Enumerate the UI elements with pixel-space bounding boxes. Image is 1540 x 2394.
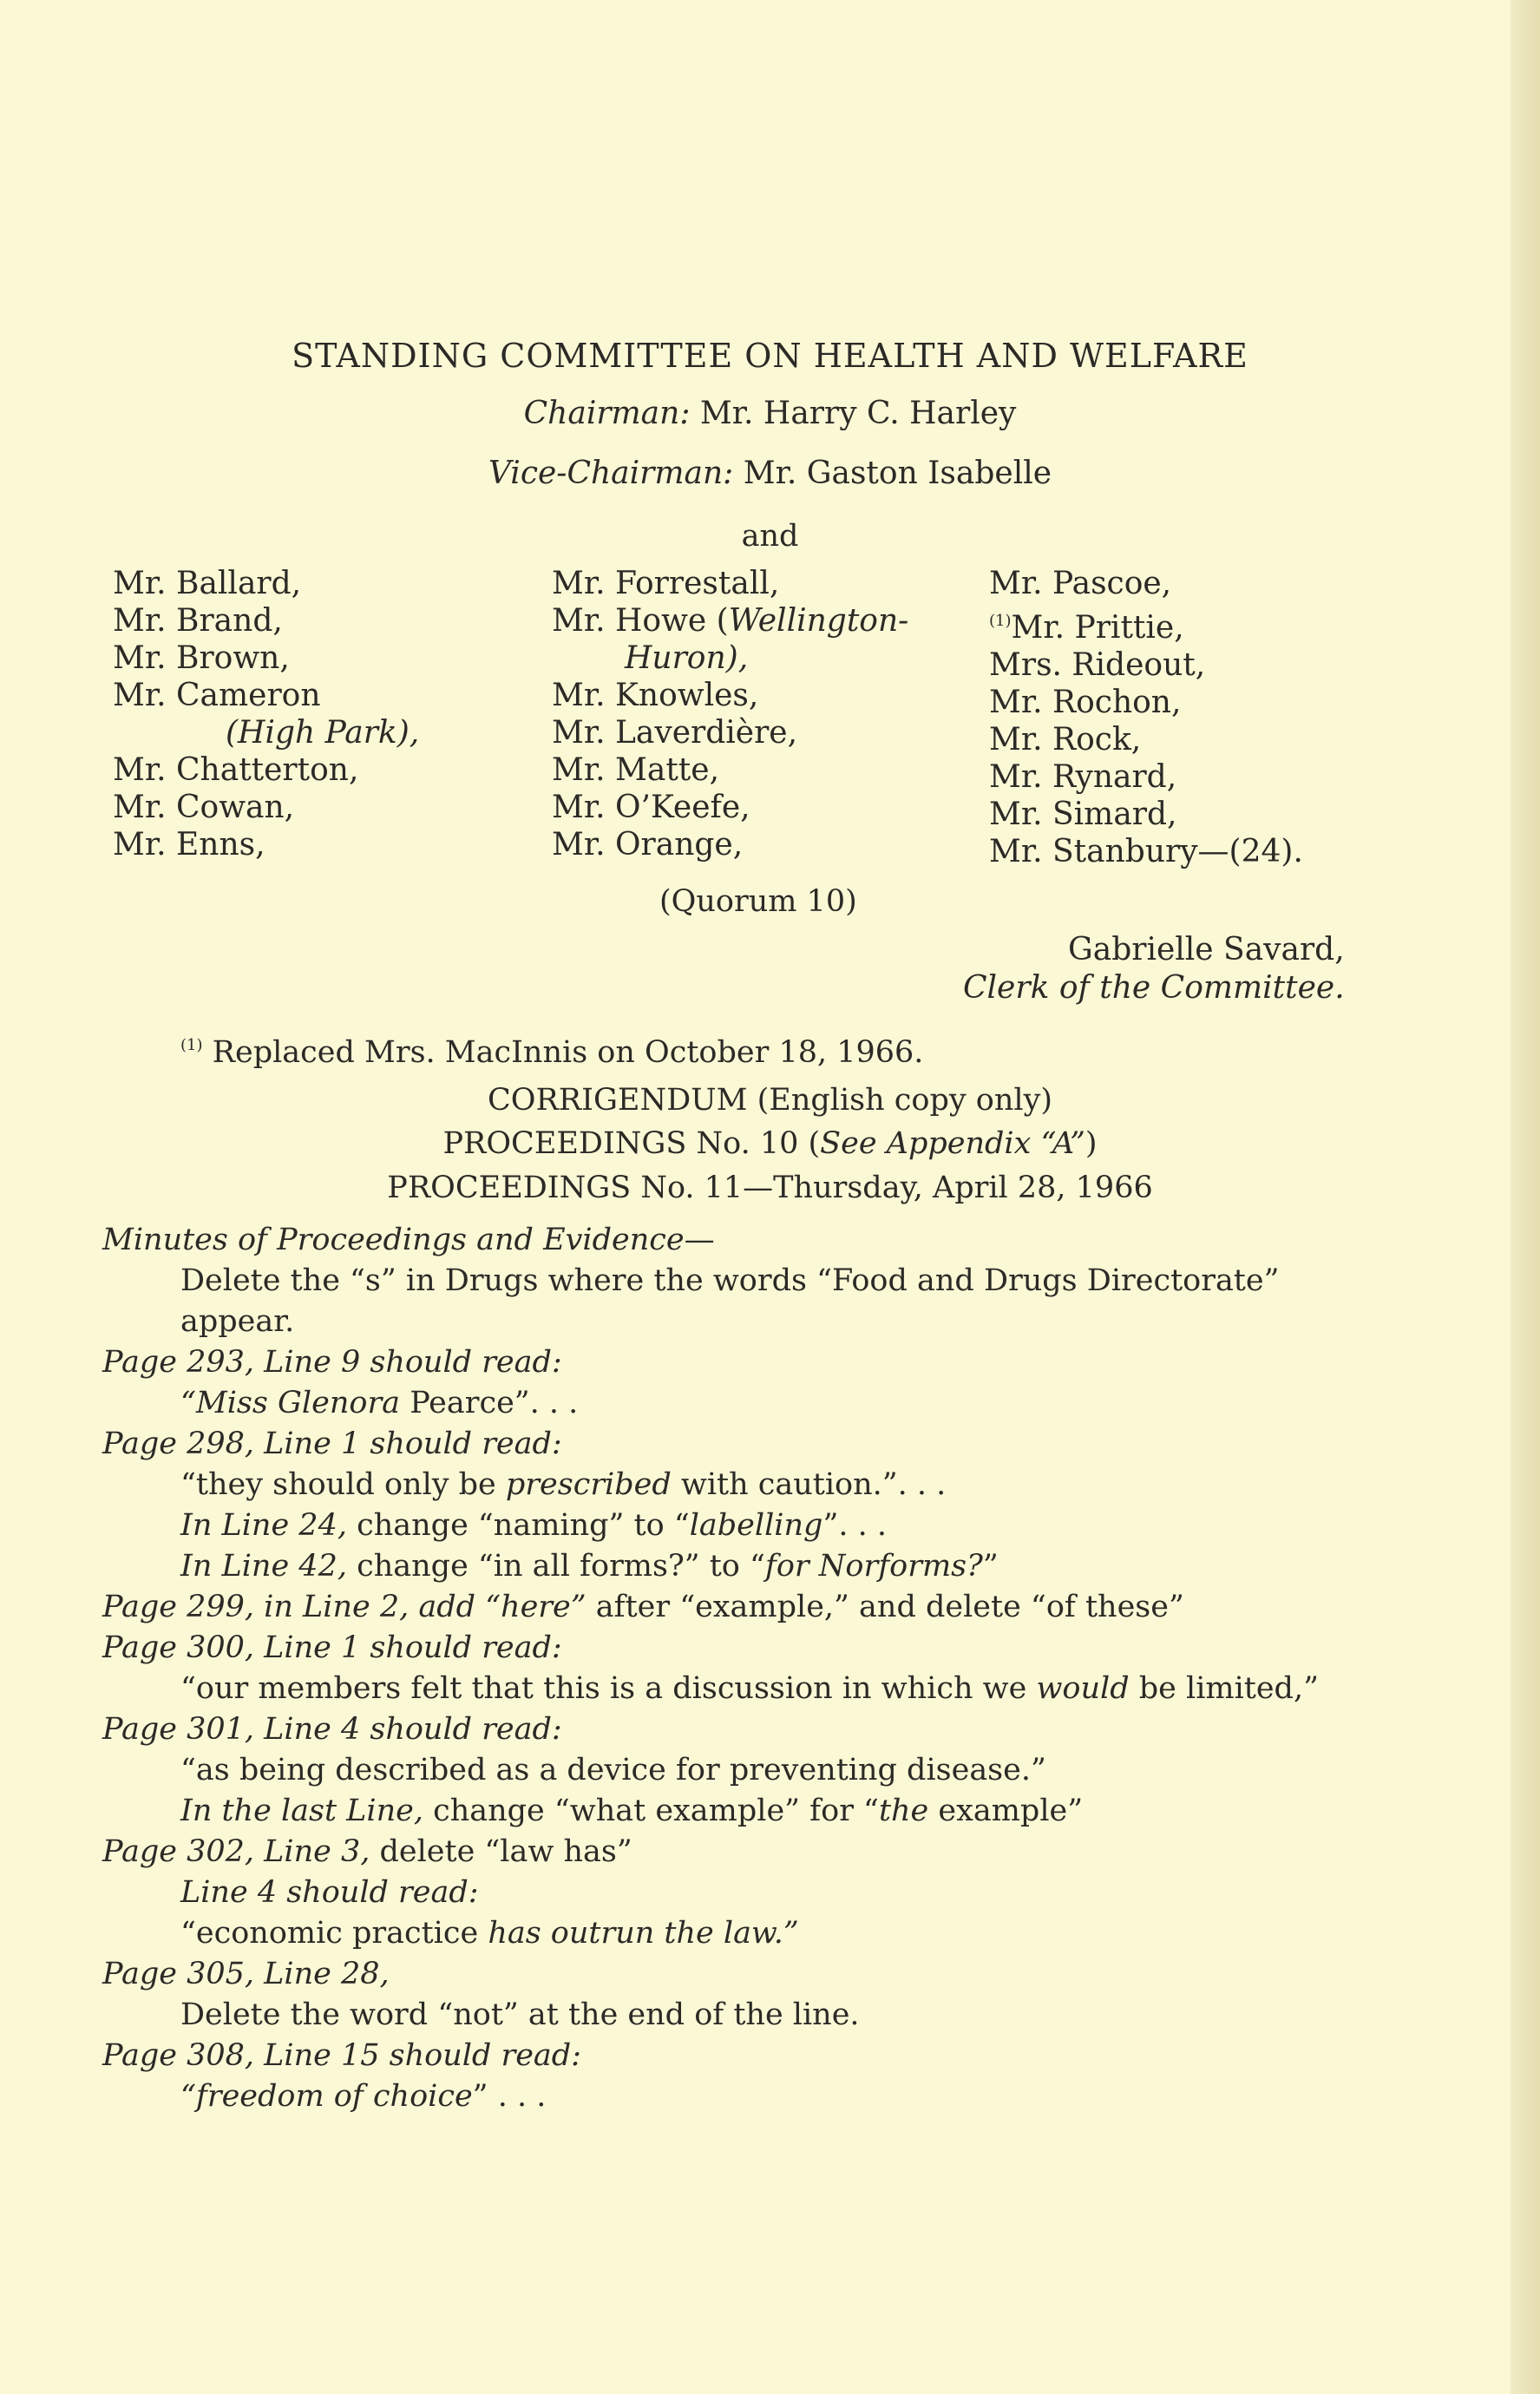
vice-chairman-line <box>0 456 1540 491</box>
italic-text: the <box>878 1794 929 1828</box>
correction-text: Delete the word “not” at the end of the line. <box>180 1997 860 2032</box>
plain-text: Pearce”. . . <box>400 1386 579 1420</box>
clerk-name: Gabrielle Savard, <box>1067 932 1345 967</box>
member: Mr. Matte, <box>552 752 720 788</box>
italic-text: Page 299, in Line 2, add “here” <box>102 1590 587 1624</box>
footnote-marker: (1) <box>989 612 1012 630</box>
member: Mr. Chatterton, <box>113 752 359 788</box>
member: Mr. Forrestall, <box>552 566 780 601</box>
plain-text: ” . . . <box>472 2079 547 2114</box>
italic-text: “Miss Glenora <box>180 1386 401 1420</box>
correction-text <box>102 1546 1319 1587</box>
member-riding: (High Park), <box>226 715 420 751</box>
members-column-3 <box>989 565 1303 870</box>
plain-text: “they should only be <box>180 1467 506 1502</box>
correction-text <box>102 2076 1319 2117</box>
chairman-name: Mr. Harry C. Harley <box>699 396 1017 431</box>
proceedings-10 <box>0 1126 1540 1161</box>
member <box>989 602 1303 646</box>
correction-text: appear. <box>180 1304 295 1339</box>
italic-text: prescribed <box>505 1467 672 1502</box>
member: Mr. Enns, <box>113 827 265 862</box>
page-reference <box>102 1832 1319 1873</box>
paren-close: ) <box>1085 1126 1098 1161</box>
member <box>552 602 908 639</box>
member: Mr. Brand, <box>113 603 283 639</box>
section-heading: Minutes of Proceedings and Evidence— <box>102 1223 715 1257</box>
italic-text: would <box>1036 1671 1130 1706</box>
member-name: Mr. Prittie, <box>1011 610 1184 646</box>
chairman-line <box>0 396 1540 431</box>
plain-text: “economic practice <box>180 1916 488 1951</box>
correction-text <box>102 1913 1319 1954</box>
member: Mr. Rochon, <box>989 685 1182 720</box>
correction-text <box>102 1465 1319 1505</box>
member: Mr. Knowles, <box>552 678 759 713</box>
correction-text <box>102 1669 1319 1709</box>
footnote-text: Replaced Mrs. MacInnis on October 18, 1966. <box>212 1035 924 1070</box>
member-name: Mr. Howe ( <box>552 603 729 639</box>
correction-text <box>102 1791 1319 1832</box>
vice-chairman-label: Vice-Chairman: <box>488 456 734 491</box>
and-label: and <box>741 519 799 554</box>
correction-text: Delete the “s” in Drugs where the words “Food and Drugs Directorate” <box>180 1263 1280 1298</box>
member: Mr. Laverdière, <box>552 715 798 751</box>
proceedings-10-label: PROCEEDINGS No. 10 ( <box>442 1126 821 1161</box>
member: Mr. Brown, <box>113 640 290 676</box>
italic-text: In Line 24, <box>180 1508 347 1543</box>
plain-text: ” <box>982 1549 999 1584</box>
member: Mr. Simard, <box>989 797 1177 832</box>
page-reference: Page 308, Line 15 should read: <box>102 2038 581 2073</box>
members-column-1 <box>113 565 419 863</box>
member: Mr. Rynard, <box>989 759 1177 795</box>
chairman-label: Chairman: <box>523 396 691 431</box>
plain-text: ”. . . <box>822 1508 887 1543</box>
member: Mrs. Rideout, <box>989 647 1206 683</box>
clerk-title: Clerk of the Committee. <box>963 970 1345 1006</box>
members-column-2 <box>552 565 908 863</box>
page-reference: Page 293, Line 9 should read: <box>102 1345 562 1380</box>
italic-text: Page 302, Line 3, <box>102 1834 370 1869</box>
italic-text: labelling <box>689 1508 823 1543</box>
member: Mr. Cameron <box>113 678 321 713</box>
page-reference: Page 300, Line 1 should read: <box>102 1630 562 1665</box>
page-reference: Page 305, Line 28, <box>102 1957 390 1991</box>
corrections-list <box>102 1220 1319 2117</box>
member: Mr. Ballard, <box>113 566 302 601</box>
italic-text: for Norforms? <box>764 1549 983 1584</box>
footnote-mark: (1) <box>180 1036 203 1054</box>
member-riding: Wellington- <box>728 603 909 639</box>
correction-text <box>102 1383 1319 1424</box>
member: Mr. Orange, <box>552 827 744 862</box>
plain-text: “our members felt that this is a discussion in which we <box>180 1671 1037 1706</box>
committee-title: STANDING COMMITTEE ON HEALTH AND WELFARE <box>292 337 1248 375</box>
line-reference: Line 4 should read: <box>180 1875 479 1910</box>
page-reference: Page 298, Line 1 should read: <box>102 1427 562 1461</box>
correction-text: “as being described as a device for preventing disease.” <box>180 1753 1046 1787</box>
appendix-ref: See Appendix “A” <box>820 1126 1085 1161</box>
clerk-signature <box>963 931 1345 1007</box>
member: Mr. Rock, <box>989 722 1142 758</box>
member-riding: Huron), <box>625 640 749 676</box>
plain-text: example” <box>928 1794 1084 1828</box>
correction-text <box>102 1505 1319 1546</box>
footnote <box>180 1035 923 1070</box>
plain-text: after “example,” and delete “of these” <box>586 1590 1184 1624</box>
plain-text: change “what example” for “ <box>423 1794 879 1828</box>
plain-text: change “in all forms?” to “ <box>346 1549 765 1584</box>
page-reference <box>102 1587 1319 1628</box>
plain-text: with caution.”. . . <box>671 1467 947 1502</box>
member: Mr. Stanbury—(24). <box>989 834 1303 869</box>
plain-text: change “naming” to “ <box>346 1508 690 1543</box>
quorum: (Quorum 10) <box>659 884 857 919</box>
plain-text: be limited,” <box>1129 1671 1319 1706</box>
italic-text: In Line 42, <box>180 1549 347 1584</box>
italic-text: In the last Line, <box>180 1794 423 1828</box>
member: Mr. Cowan, <box>113 790 295 825</box>
proceedings-11: PROCEEDINGS No. 11—Thursday, April 28, 1966 <box>387 1171 1153 1205</box>
vice-chairman-name: Mr. Gaston Isabelle <box>743 456 1052 491</box>
member: Mr. O’Keefe, <box>552 790 750 825</box>
italic-text: has outrun the law.” <box>488 1916 799 1951</box>
corrigendum-heading: CORRIGENDUM (English copy only) <box>487 1083 1053 1118</box>
page-reference: Page 301, Line 4 should read: <box>102 1712 562 1747</box>
plain-text: delete “law has” <box>370 1834 632 1869</box>
italic-text: “freedom of choice <box>180 2079 473 2114</box>
member: Mr. Pascoe, <box>989 566 1172 601</box>
